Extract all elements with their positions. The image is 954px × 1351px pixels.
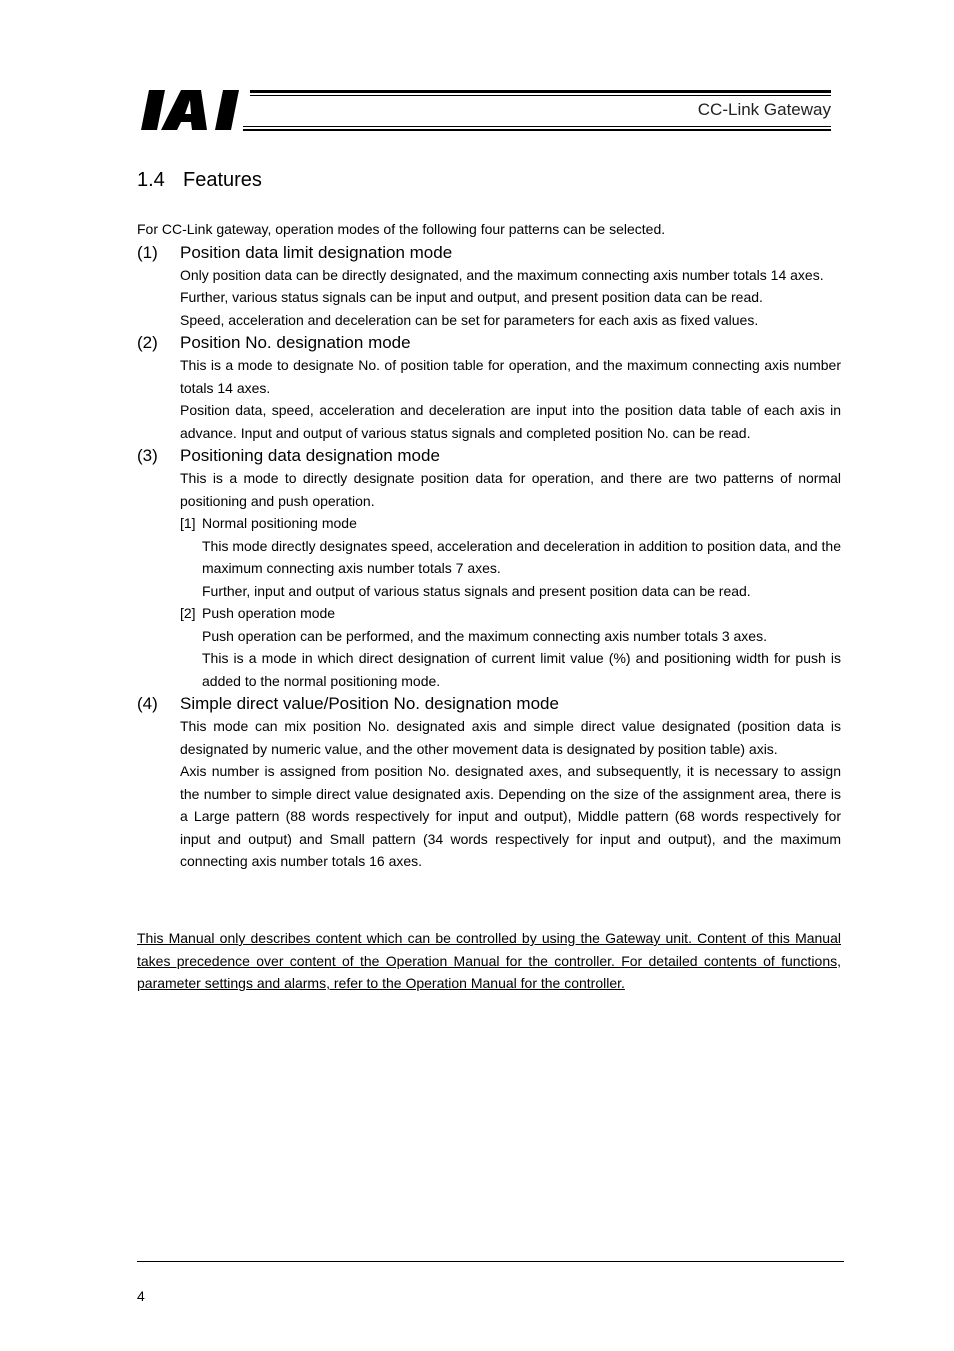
paragraph: Only position data can be directly designated, and the maximum connecting axis number totals 14 axes.	[180, 266, 824, 283]
footer-rule	[137, 1261, 844, 1262]
iai-logo	[137, 86, 247, 134]
paragraph: This mode directly designates speed, acceleration and deceleration in addition to position data, and the maximum connecting axis number totals 7 axes.	[202, 537, 841, 576]
submode-body	[202, 535, 841, 603]
mode-body	[180, 715, 841, 873]
submode-number: [2]	[180, 605, 196, 621]
intro-text: For CC-Link gateway, operation modes of the following four patterns can be selected.	[137, 221, 666, 237]
submode-heading	[180, 512, 841, 535]
submode-number: [1]	[180, 515, 196, 531]
paragraph: Further, various status signals can be input and output, and present position data can be read.	[180, 289, 763, 305]
mode-title: Positioning data designation mode	[180, 446, 440, 465]
header-rule	[250, 90, 831, 93]
paragraph: Further, input and output of various status signals and present position data can be read.	[202, 582, 751, 599]
section-number: 1.4	[137, 169, 165, 191]
paragraph: Position data, speed, acceleration and deceleration are input into the position data table of each axis in advance. Input and output of various status signals and completed position No. can be read.	[180, 402, 841, 441]
mode-number: (2)	[137, 333, 158, 352]
mode-heading	[137, 241, 841, 264]
mode-number: (4)	[137, 694, 158, 713]
mode-number: (3)	[137, 446, 158, 465]
features-content	[137, 218, 841, 873]
mode-body	[180, 467, 841, 512]
paragraph: Push operation can be performed, and the maximum connecting axis number totals 3 axes.	[202, 627, 767, 644]
section-heading	[137, 169, 262, 192]
header-rule	[250, 95, 831, 96]
paragraph: Axis number is assigned from position No. designated axes, and subsequently, it is necessary to assign the number to simple direct value designated axis. Depending on the size of the assignment area, there is a Large pattern (88 words respectively for input and output), Middle pattern (68 words respectively for input and output) and Small pattern (34 words respectively for input and output), and the maximum connecting axis number totals 16 axes.	[180, 763, 841, 869]
submode-title: Normal positioning mode	[202, 515, 357, 531]
mode-title: Simple direct value/Position No. designation mode	[180, 694, 559, 713]
mode-heading	[137, 444, 841, 467]
manual-note: This Manual only describes content which can be controlled by using the Gateway unit. Content of this Manual takes precedence over content of the Operation Manual for the controller. For detailed contents of functions, parameter settings and alarms, refer to the Operation Manual for the controller.	[137, 930, 841, 991]
mode-number: (1)	[137, 242, 158, 262]
header-rule	[243, 129, 831, 131]
mode-heading	[137, 692, 841, 715]
header-rule	[243, 126, 831, 127]
page-number: 4	[137, 1288, 145, 1304]
paragraph: This is a mode to directly designate position data for operation, and there are two patterns of normal positioning and push operation.	[180, 470, 841, 509]
submode-body	[202, 625, 841, 693]
mode-title: Position No. designation mode	[180, 333, 411, 352]
section-title: Features	[183, 169, 262, 191]
mode-body	[180, 354, 841, 444]
submode-title: Push operation mode	[202, 605, 336, 621]
document-title: CC-Link Gateway	[697, 100, 831, 119]
mode-heading	[137, 331, 841, 354]
mode-body	[180, 264, 841, 332]
mode-title: Position data limit designation mode	[180, 242, 453, 262]
paragraph: This is a mode in which direct designation of current limit value (%) and positioning width for push is added to the normal positioning mode.	[202, 650, 841, 689]
paragraph: This mode can mix position No. designated axis and simple direct value designated (position data is designated by numeric value, and the other movement data is designated by position table) axis.	[180, 718, 841, 757]
submode-heading	[180, 602, 841, 625]
paragraph: Speed, acceleration and deceleration can be set for parameters for each axis as fixed values.	[180, 311, 759, 328]
paragraph: This is a mode to designate No. of position table for operation, and the maximum connecting axis number totals 14 axes.	[180, 357, 841, 396]
